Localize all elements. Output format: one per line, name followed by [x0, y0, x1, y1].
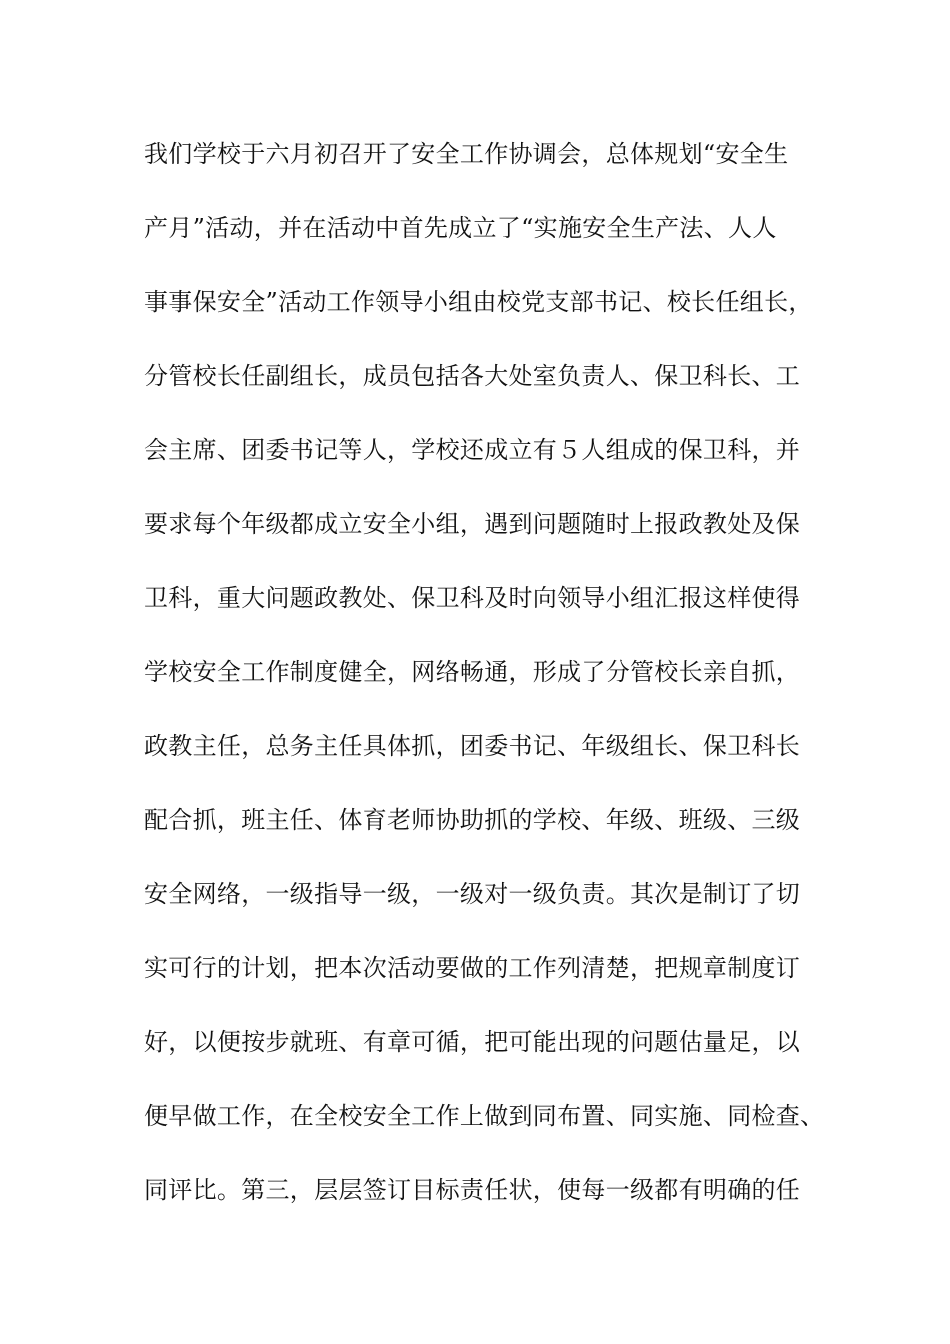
text-line-11: 安全网络，一级指导一级，一级对一级负责。其次是制订了切 [144, 880, 801, 908]
text-line-1: 我们学校于六月初召开了安全工作协调会，总体规划“安全生 [144, 140, 789, 168]
text-line-6: 要求每个年级都成立安全小组，遇到问题随时上报政教处及保 [144, 510, 801, 538]
text-line-8: 学校安全工作制度健全，网络畅通，形成了分管校长亲自抓， [144, 658, 801, 686]
text-line-2: 产月”活动，并在活动中首先成立了“实施安全生产法、人人 [144, 214, 777, 242]
text-line-14: 便早做工作，在全校安全工作上做到同布置、同实施、同检查、 [144, 1102, 825, 1130]
text-line-7: 卫科，重大问题政教处、保卫科及时向领导小组汇报这样使得 [144, 584, 801, 612]
text-line-10: 配合抓，班主任、体育老师协助抓的学校、年级、班级、三级 [144, 806, 801, 834]
text-line-12: 实可行的计划，把本次活动要做的工作列清楚，把规章制度订 [144, 954, 801, 982]
text-line-9: 政教主任，总务主任具体抓，团委书记、年级组长、保卫科长 [144, 732, 801, 760]
text-line-4: 分管校长任副组长，成员包括各大处室负责人、保卫科长、工 [144, 362, 801, 390]
body-paragraph [144, 132, 844, 1242]
text-line-3: 事事保安全”活动工作领导小组由校党支部书记、校长任组长， [144, 288, 813, 316]
text-line-5: 会主席、团委书记等人，学校还成立有５人组成的保卫科，并 [144, 436, 801, 464]
text-line-15: 同评比。第三，层层签订目标责任状，使每一级都有明确的任 [144, 1176, 801, 1204]
text-line-13: 好，以便按步就班、有章可循，把可能出现的问题估量足，以 [144, 1028, 801, 1056]
